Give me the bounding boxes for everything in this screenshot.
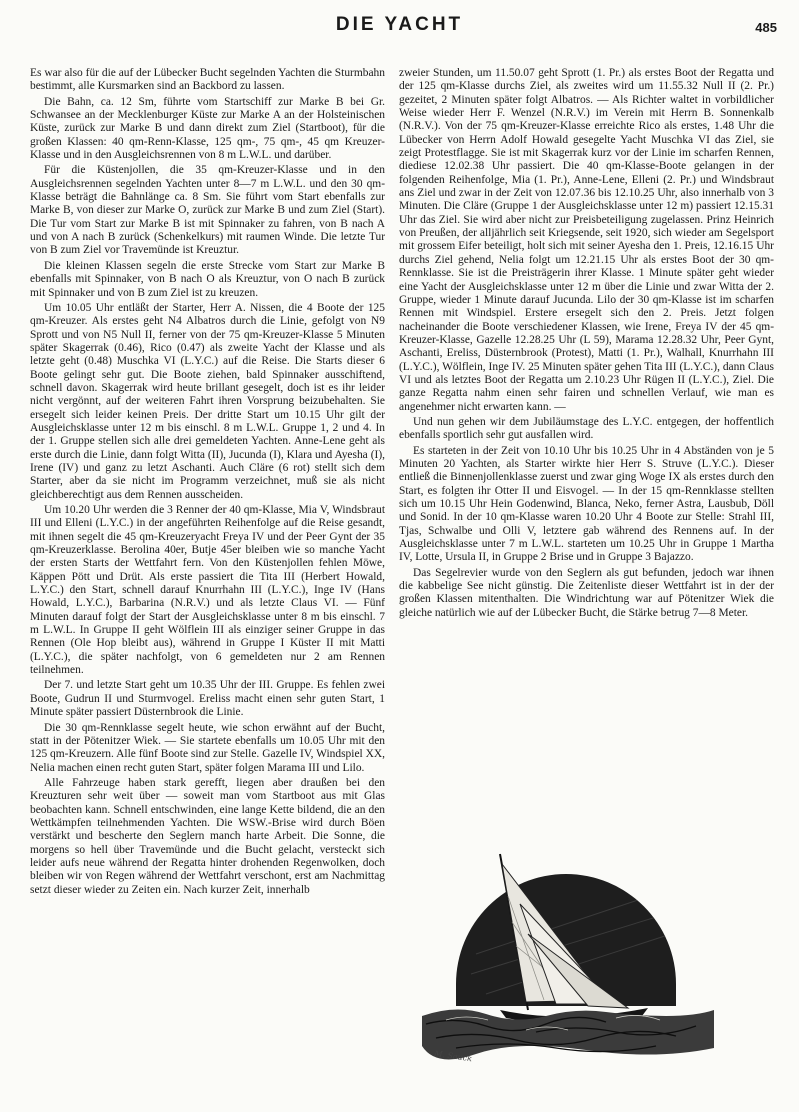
page-number: 485 — [755, 20, 777, 35]
paragraph: Für die Küstenjollen, die 35 qm-Kreuzer-Klasse und in den Ausgleichsrennen segelnden Yachten unter 8—7 m L.W.L. und den 30 qm-Klasse beträgt die Bahnlänge ca. 8 Sm. Sie führt vom Start ebenfalls zur Marke B, von dieser zur Marke O, zurück zur Marke B und zum Ziel (Start). Die Tur vom Start zur Marke B ist mit Spinnaker zu fahren, von B nach A und von A nach B zurück (Schenkelkurs) mit raumen Winde. Die letzte Tur von B zum Ziel vor Travemünde ist Kreuztur. — [30, 164, 385, 257]
page-header — [0, 0, 799, 60]
yacht-engraving — [416, 834, 716, 1062]
artist-signature: M. Sauck — [433, 1049, 473, 1062]
paragraph: Die kleinen Klassen segeln die erste Strecke vom Start zur Marke B ebenfalls mit Spinnaker, von B nach O als Kreuztur, von O nach B zurück mit Spinnaker und von B zum Ziel ist zu kreuzen. — [30, 259, 385, 299]
magazine-title: DIE YACHT — [335, 14, 464, 35]
paragraph: Das Segelrevier wurde von den Seglern als gut befunden, jedoch war ihnen die kabbelige See nicht günstig. Die Zeitenliste dieser Wettfahrt ist in der der großen Klassen mitenthalten. Die Windrichtung war auf Pötenitzer Wiek die gleiche natürlich wie auf der Lübecker Bucht, die Stärke betrug 7—8 Meter. — [399, 566, 774, 619]
right-text-column — [399, 67, 774, 622]
paragraph: Und nun gehen wir dem Jubiläumstage des L.Y.C. entgegen, der hoffentlich ebenfalls sportlich sehr gut ausfallen wird. — [399, 415, 774, 442]
left-text-column — [30, 67, 385, 899]
paragraph: Es starteten in der Zeit von 10.10 Uhr bis 10.25 Uhr in 4 Abständen von je 5 Minuten 20 Yachten, als Starter wirkte hier Herr S. Struve (L.Y.C.). Dieser entließ die Binnenjollenklasse zuerst und zwar ging Woge IX als erstes durch den Start, es folgten ihr Otter II und Eisvogel. — In der 15 qm-Rennklasse stellten sich um 10.15 Uhr Hein Godenwind, Blanca, Neko, ferner Astra, Lausbub, Döll und Sonid. In der 10 qm-Klasse waren 10.20 Uhr 4 Boote zur Stelle: Strahl III, Tjas, Schwalbe und Olli V, letztere gab während des Rennens auf. In der Ausgleichsklasse unter 7 m L.W.L. starteten um 10.25 Uhr in Gruppe 1 Martha IV, Lotte, Ursula II, in Gruppe 2 Brise und in Gruppe 3 Bajazzo. — [399, 444, 774, 564]
paragraph: Um 10.05 Uhr entläßt der Starter, Herr A. Nissen, die 4 Boote der 125 qm-Kreuzer. Als erstes geht N4 Albatros durch die Linie, gefolgt von N9 Sprott und von N5 Null II, ferner von der 75 qm-Kreuzer-Klasse 5 Minuten später Skagerrak (0.46), Rico (0.47) als zweite Yacht der Klasse und als letzte geht (0.48) Muschka VI (L.Y.C.) auf die Reise. Die Starts dieser 6 Boote gelingt sehr gut. Die Boote ziehen, bald Spinnaker ausschiftend, schnell davon. Skagerrak wird heute brillant gesegelt, doch ist es ihr leider nicht vergönnt, auf der weiteren Fahrt ihren Vorsprung beizubehalten. Sie ersegelt sich leider keinen Preis. Der dritte Start um 10.15 Uhr gilt der Ausgleichsklasse unter 12 m bis einschl. 8 m L.W.L. Gruppe 1, 2 und 4. In der 1. Gruppe stellen sich alle drei gemeldeten Yachten. Anne-Lene geht als erste durch die Linie, dann folgt Witta (II), Jucunda (I), Klara und Ayesha (I), Irene (IV) und ganz zu letzt Aschanti. Auch Cläre (6 rot) stellt sich dem Starter, aber da sie nicht im Programm verzeichnet, muß sie als nicht gleichberechtigt aus dem Rennen ausscheiden. — [30, 301, 385, 501]
paragraph: zweier Stunden, um 11.50.07 geht Sprott (1. Pr.) als erstes Boot der Regatta und der 125 qm-Klasse durchs Ziel, als zweites wird um 11.55.32 Null II (2. Pr.) gezeitet, 2 Minuten später folgt Albatros. — Als Richter waltet in vorbildlicher Weise wieder Herr F. Wenzel (N.R.V.) im Verein mit Herrn B. Sonnenkalb (N.R.V.). Von der 75 qm-Kreuzer-Klasse erreichte Rico als erstes, 1.48 Uhr die Lübecker von Herrn Adolf Howald gesegelte Yacht Muschka VI das Ziel, sie zeigt Protestflagge. Sie ist mit Skagerrak kurz vor der Linie im scharfen Rennen, diediese 12.02.38 Uhr passiert. Die 40 qm-Klasse-Boote gelangen in der folgenden Reihenfolge, Mia (1. Pr.), Anne-Lene, Elleni (2. Pr.) und Windsbraut ans Ziel und zwar in der Zeit von 12.07.36 bis 12.10.25 Uhr, also innerhalb von 3 Minuten. Die Cläre (Gruppe 1 der Ausgleichsklasse unter 12 m) passiert 12.15.31 Uhr das Ziel. Sie wird aber nicht zur Preisbeteiligung zugelassen. Prinz Heinrich von Preußen, der alljährlich seit Kriegsende, seit 1920, sich wieder am Segelsport mit grossem Eifer beteiligt, holt sich mit seiner Ayesha den 1. Preis, 12.16.15 Uhr durchs Ziel gehend, Nelia folgt um 12.21.15 Uhr als erstes Boot der 30 qm-Rennklasse. Sie ist die Preisträgerin ihrer Klasse. 1 Minute später geht wieder eine Yacht der Ausgleichsklasse unter 12 m über die Linie und zwar Witta der 2. Gruppe, wieder 1 Minute darauf Jucunda. Lilo der 30 qm-Klasse ist im scharfen Rennen mit Windspiel. Erstere ersegelt sich den 2. Preis. Jetzt folgen nacheinander die Boote verschiedener Klassen, wie Irene, Freya IV der 45 qm-Kreuzer-Klasse, Gazelle 12.28.25 Uhr (L 59), Marama 12.28.32 Uhr, Peer Gynt, Aschanti, Ereliss, Düsternbrook (Protest), Matti (1. Pr.), Walhall, Knurrhahn III (L.Y.C.), Wölflein, Inge IV. 25 Minuten später gehen Tita III (L.Y.C.), dann Claus VI und als letztes Boot der Regatta um 2.10.23 Uhr Rügen II (L.Y.C.), Ziel. Die ganze Regatta nahm einen sehr fairen und schnellen Verlauf, wie man es angenehmer nicht erwarten kann. — — [399, 67, 774, 413]
paragraph: Es war also für die auf der Lübecker Bucht segelnden Yachten die Sturmbahn bestimmt, alle Kursmarken sind an Backbord zu lassen. — [30, 67, 385, 93]
paragraph: Um 10.20 Uhr werden die 3 Renner der 40 qm-Klasse, Mia V, Windsbraut III und Elleni (L.Y.C.) in der angeführten Reihenfolge auf die Reise gesandt, mit ihnen segelt die 45 qm-Kreuzeryacht Freya IV und der Peer Gynt der 35 qm-Kreuzerklasse. Berolina 40er, Butje 45er bleiben wie so manche Yacht der ersten Starts der Wettfahrt fern. Von den Küstenjollen fehlen Möwe, Käppen Pött und Drüt. Als erste passiert die Tita III (Herbert Howald, L.Y.C.) den Start, schnell darauf Knurrhahn III (L.Y.C.), Inge IV (Hans Howald, L.Y.C.), Barbarina (N.R.V.) und als letzte Claus VI. — Fünf Minuten darauf folgt der Start der Ausgleichsklasse unter 8 m bis einschl. 7 m L.W.L. In Gruppe II geht Wölflein III als einziger seiner Gruppe in das Rennen (Ole Hop bleibt aus), während in Gruppe I Küster II mit Matti (L.Y.C.), die später nachfolgt, von 6 gemeldeten nur 2 am Rennen teilnehmen. — [30, 504, 385, 677]
sailing-yacht-illustration — [416, 834, 716, 1062]
paragraph: Alle Fahrzeuge haben stark gerefft, liegen aber draußen bei den Kreuzturen sehr weit über — soweit man vom Startboot aus mit Glas beobachten kann. Schnell entschwinden, eine lange Kette bildend, die an den Wettkämpfen teilnehmenden Yachten. Die WSW.-Brise wird durch Böen verstärkt und bescherte den Seglern manch harte Arbeit. Die Sonne, die morgens so hell über Travemünde und die Bucht gelacht, versteckt sich leider aufs neue während der Regatta hinter drohenden Regenwolken, doch bleiben wir von Regen während der Wettfahrt verschont, erst am Nachmittag setzt dieser wieder zu Zeiten ein. Nach kurzer Zeit, innerhalb — [30, 776, 385, 896]
paragraph: Die Bahn, ca. 12 Sm, führte vom Startschiff zur Marke B bei Gr. Schwansee an der Mecklenburger Küste zur Marke A an der Holsteinischen Küste, zurück zur Marke B und dann direkt zum Ziel (Startboot), für die großen Klassen: 40 qm-Renn-Klasse, 125 qm-, 75 qm-, 45 qm Kreuzer-Klasse und in den Ausgleichsrennen von 8 m L.W.L. und darüber. — [30, 95, 385, 162]
paragraph: Der 7. und letzte Start geht um 10.35 Uhr der III. Gruppe. Es fehlen zwei Boote, Gudrun II und Sturmvogel. Ereliss macht einen sehr guten Start, 1 Minute später passiert Düsternbrook die Linie. — [30, 679, 385, 719]
paragraph: Die 30 qm-Rennklasse segelt heute, wie schon erwähnt auf der Bucht, statt in der Pötenitzer Wiek. — Sie startete ebenfalls um 10.05 Uhr mit den 125 qm-Kreuzern. Alle fünf Boote sind zur Stelle. Gazelle IV, Windspiel XX, Nelia machen einen recht guten Start, später folgen Marama III und Lilo. — [30, 721, 385, 774]
